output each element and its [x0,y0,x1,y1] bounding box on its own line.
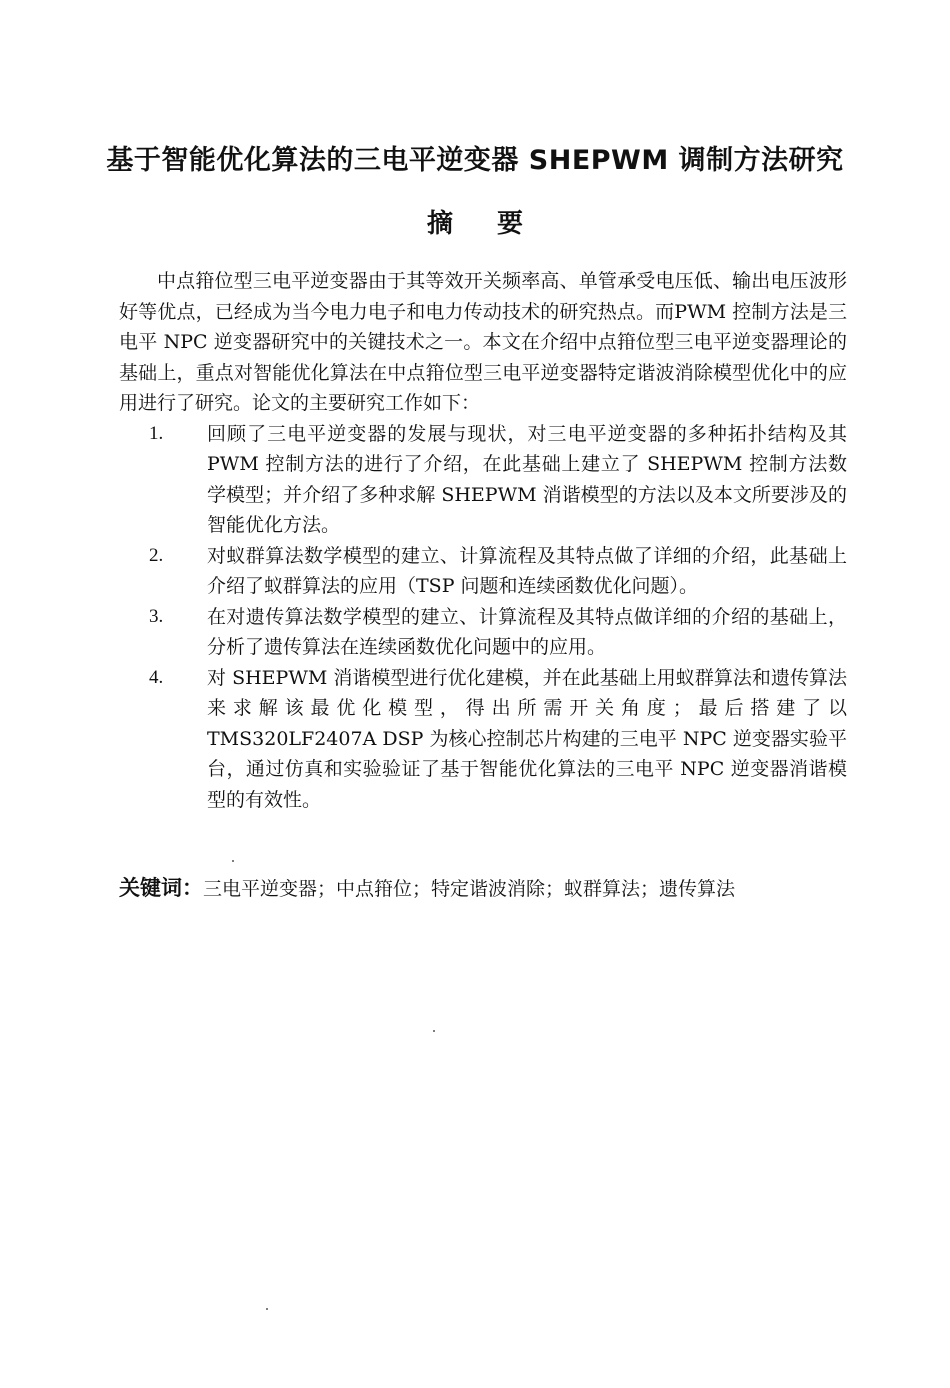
keywords-label: 关键词： [119,876,203,900]
scan-speck [433,1030,435,1032]
list-item [119,419,847,541]
list-item-text: 在对遗传算法数学模型的建立、计算流程及其特点做详细的介绍的基础上，分析了遗传算法在连续函数优化问题中的应用。 [207,605,847,658]
abstract-body [119,266,847,815]
scan-speck [232,860,234,862]
list-item-number: 3. [149,605,164,627]
list-item-text: 回顾了三电平逆变器的发展与现状，对三电平逆变器的多种拓扑结构及其 PWM 控制方法的进行了介绍，在此基础上建立了 SHEPWM 控制方法数学模型；并介绍了多种求解 SHEPWM 消谐模型的方法以及本文所要涉及的智能优化方法。 [207,422,847,536]
list-item [119,602,847,663]
list-item-text: 对 SHEPWM 消谐模型进行优化建模，并在此基础上用蚁群算法和遗传算法来求解该最优化模型，得出所需开关角度；最后搭建了以TMS320LF2407A DSP 为核心控制芯片构建的三电平 NPC 逆变器实验平台，通过仿真和实验验证了基于智能优化算法的三电平 NPC 逆变器消谐模型的有效性。 [207,666,847,811]
list-item [119,541,847,602]
intro-paragraph: 中点箝位型三电平逆变器由于其等效开关频率高、单管承受电压低、输出电压波形好等优点，已经成为当今电力电子和电力传动技术的研究热点。而PWM 控制方法是三电平 NPC 逆变器研究中的关键技术之一。本文在介绍中点箝位型三电平逆变器理论的基础上，重点对智能优化算法在中点箝位型三电平逆变器特定谐波消除模型优化中的应用进行了研究。论文的主要研究工作如下： [119,270,847,414]
list-item-number: 4. [149,666,164,688]
keywords-list: 三电平逆变器；中点箝位；特定谐波消除；蚁群算法；遗传算法 [203,878,736,900]
list-item-text: 对蚁群算法数学模型的建立、计算流程及其特点做了详细的介绍，此基础上介绍了蚁群算法的应用（TSP 问题和连续函数优化问题）。 [207,544,847,597]
paper-title: 基于智能优化算法的三电平逆变器 SHEPWM 调制方法研究 [106,145,844,176]
research-work-list [119,419,847,816]
abstract-heading: 摘要 [426,209,567,239]
list-item-number: 2. [149,544,164,566]
keywords-line [119,874,847,903]
scan-speck [266,1308,268,1310]
list-item [119,663,847,816]
list-item-number: 1. [149,422,164,444]
